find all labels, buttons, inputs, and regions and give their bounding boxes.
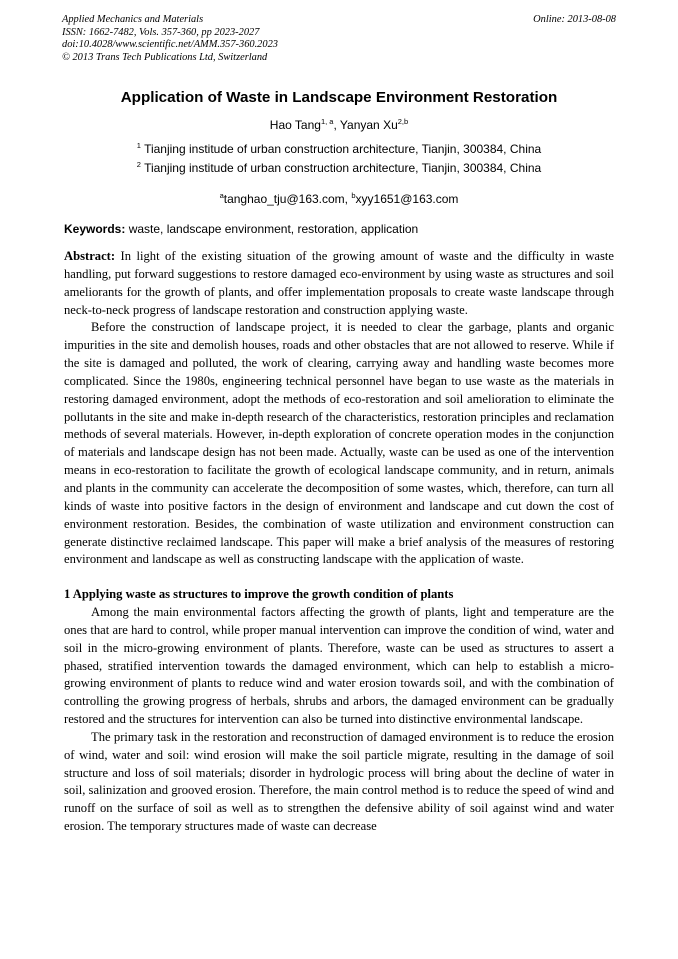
- online-date: Online: 2013-08-08: [533, 14, 616, 25]
- paper-title: Application of Waste in Landscape Environment Restoration: [120, 89, 558, 106]
- journal-name: Applied Mechanics and Materials: [62, 14, 204, 25]
- affiliation-1: [0, 142, 678, 156]
- author-name: Yanyan Xu: [339, 118, 398, 132]
- email-line: $^a$tanghao_tju@163.com, $^b$xyy1651@163.com: [219, 191, 459, 206]
- author-superscript: 1, a: [320, 117, 334, 126]
- affiliation-text: Tianjing institude of urban construction architecture, Tianjin, 300384, China: [144, 142, 542, 156]
- section-1-heading: 1 Applying waste as structures to improve the growth condition of plants: [64, 587, 454, 602]
- paper-body: [64, 248, 614, 836]
- email-superscript: b: [351, 191, 356, 200]
- doi-line: doi:10.4028/www.scientific.net/AMM.357-360.2023: [62, 39, 278, 50]
- issn-line: ISSN: 1662-7482, Vols. 357-360, pp 2023-2027: [62, 26, 260, 38]
- email-address: tanghao_tju@163.com: [223, 192, 345, 206]
- journal-header: [62, 14, 616, 64]
- section-1-paragraph-1: Among the main environmental factors affecting the growth of plants, light and temperature are the ones that are hard to control, while proper manual intervention can improve the condition of wind, water and soil in the micro-growing environment of plants. Therefore, waste can be used as structures to assert a phased, stratified intervention towards the damaged environment, which can help to establish a micro-growing environment of plants to reduce wind and water erosion towards soil, and with the combination of controlling the growing progress of herbals, shrubs and arbors, the damaged environment can be gradually restored and the structures for intervention can also be turned into distinctive environmental landscape.: [64, 605, 614, 727]
- abstract-text: In light of the existing situation of the growing amount of waste and the difficulty in waste handling, put forward suggestions to restore damaged eco-environment by using waste as structures and soil ameliorants for the growth of plants, and offer implementation proposals to create waste landscape through neck-to-neck progress of landscape restoration and construction applying waste.: [64, 249, 614, 317]
- affiliation-number: 2: [136, 160, 141, 169]
- abstract-label: Abstract:: [64, 249, 116, 263]
- keywords: [64, 222, 616, 236]
- abstract-paragraph: [64, 248, 614, 319]
- affiliation-2: [0, 161, 678, 175]
- affiliation-number: 1: [136, 141, 141, 150]
- author-superscript: 2,b: [397, 117, 409, 126]
- email-address: xyy1651@163.com: [355, 192, 459, 206]
- email-superscript: a: [219, 191, 224, 200]
- intro-paragraph: Before the construction of landscape project, it is needed to clear the garbage, plants and organic impurities in the site and demolish houses, roads and other obstacles that are not allowed to reserve. While if the site is damaged and polluted, the work of clearing, carrying away and handling waste becomes more complicated. Since the 1980s, engineering technical personnel have began to use waste as the materials in restoring damaged environment, adopt the methods of eco-restoration and soil amelioration to eliminate the pollutants in the site and make in-depth research of the characteristics, restoration principles and reclamation methods of several materials. However, in-depth exploration of concrete operation modes in the conjunction of materials and landscape design has not been made. Actually, waste can be used as one of the intervention means in eco-restoration to facilitate the growth of ecological landscape community, and in return, animals and plants in the community can accelerate the decomposition of some wastes, which, therefore, can turn all kinds of waste into positive factors in the design of environment and landscape and cut down the cost of environment restoration. Besides, the combination of waste utilization and environment construction can generate distinctive reclaimed landscape. This paper will make a brief analysis of the measures of restoring environment and landscape as well as constructing landscape with the application of waste.: [64, 320, 614, 567]
- keywords-text: waste, landscape environment, restoration, application: [128, 222, 419, 236]
- section-1-paragraph-2: The primary task in the restoration and reconstruction of damaged environment is to reduce the erosion of wind, water and soil: wind erosion will make the soil particle migrate, resulting in the damage of soil structure and loss of soil materials; disorder in hydrologic process will bring about the decline of water in soil, salinization and grooved erosion. Therefore, the main control method is to reduce the speed of wind and runoff on the surface of soil as well as to strengthen the defensive ability of soil against wind and water erosion. The temporary structures made of waste can decrease: [64, 729, 614, 834]
- keywords-label: Keywords:: [64, 222, 126, 236]
- copyright-line: © 2013 Trans Tech Publications Ltd, Switzerland: [62, 51, 268, 63]
- author-line: Hao Tang$^{1, a}$, Yanyan Xu$^{2,b}$: [269, 117, 409, 132]
- affiliation-text: Tianjing institude of urban construction architecture, Tianjin, 300384, China: [144, 161, 542, 175]
- author-name: Hao Tang: [269, 118, 321, 132]
